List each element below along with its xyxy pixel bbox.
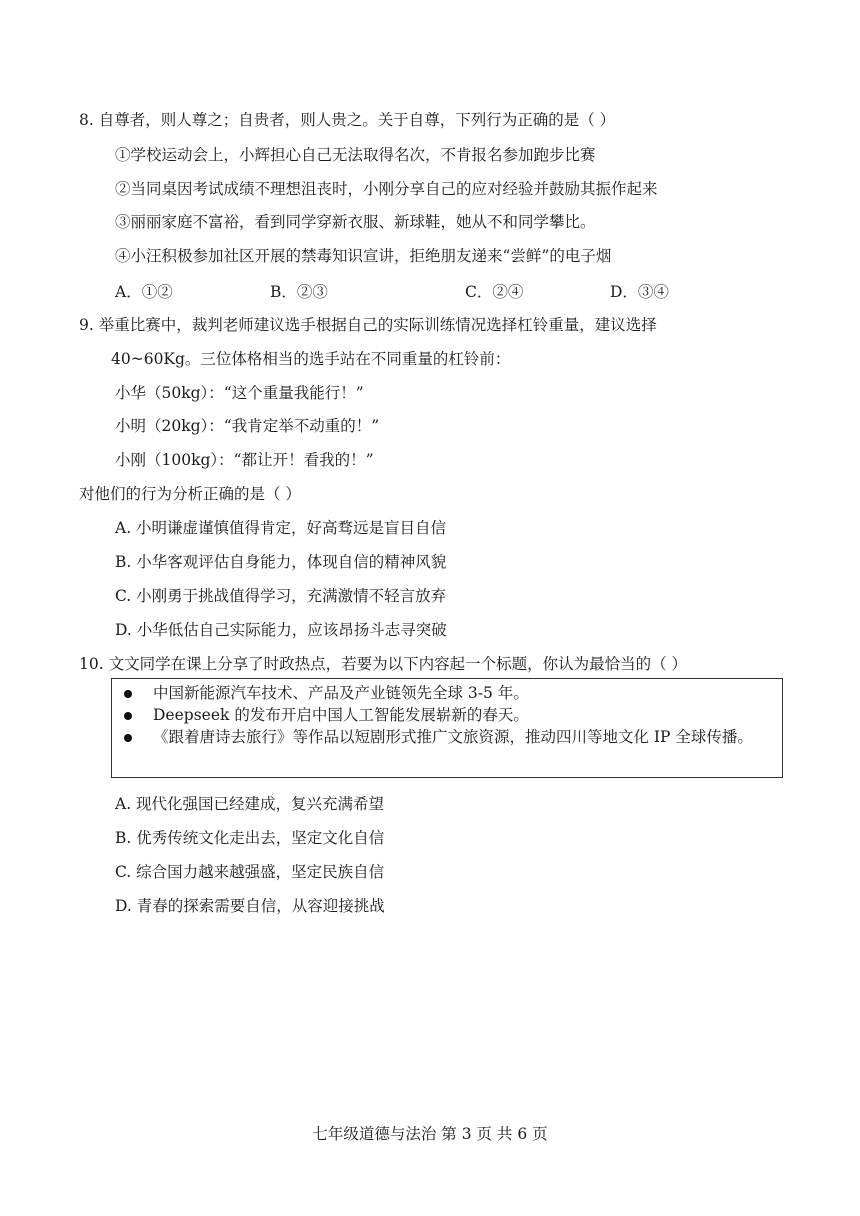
bullet-icon [124,690,132,698]
q9-quote-xiaohua: 小华（50kg）：“这个重量我能行！” [115,384,364,402]
bullet-icon [124,712,132,720]
q10-bullet-3: 《跟着唐诗去旅行》等作品以短剧形式推广文旅资源，推动四川等地文化 IP 全球传播。 [153,728,753,746]
q8-option-c: C．②④ [465,283,524,301]
q10-option-c: C. 综合国力越来越强盛，坚定民族自信 [115,863,385,881]
q9-prompt: 对他们的行为分析正确的是（ ） [79,485,301,503]
q10-news-box [111,678,783,778]
q9-option-d: D. 小华低估自己实际能力，应该昂扬斗志寻突破 [115,621,447,639]
q8-option-d: D．③④ [610,283,669,301]
q8-option-a: A．①② [115,283,173,301]
q10-bullet-1: 中国新能源汽车技术、产品及产业链领先全球 3-5 年。 [153,684,529,702]
q9-stem-line-2: 40~60Kg。三位体格相当的选手站在不同重量的杠铃前： [111,350,511,368]
q8-item-1: ①学校运动会上，小辉担心自己无法取得名次，不肯报名参加跑步比赛 [115,146,596,164]
q8-item-4: ④小汪积极参加社区开展的禁毒知识宣讲，拒绝朋友递来“尝鲜”的电子烟 [115,247,612,265]
q10-option-a: A. 现代化强国已经建成，复兴充满希望 [115,795,385,813]
q9-quote-xiaoming: 小明（20kg）：“我肯定举不动重的！” [115,417,380,435]
q10-stem: 10. 文文同学在课上分享了时政热点，若要为以下内容起一个标题，你认为最恰当的（ ） [79,655,688,673]
q8-stem: 8. 自尊者，则人尊之；自贵者，则人贵之。关于自尊，下列行为正确的是（ ） [79,111,616,129]
bullet-icon [124,734,132,742]
q10-option-b: B. 优秀传统文化走出去，坚定文化自信 [115,829,385,847]
q9-option-c: C. 小刚勇于挑战值得学习，充满激情不轻言放弃 [115,587,447,605]
q8-item-2: ②当同桌因考试成绩不理想沮丧时，小刚分享自己的应对经验并鼓励其振作起来 [115,180,658,198]
q9-option-a: A. 小明谦虚谨慎值得肯定，好高骛远是盲目自信 [115,519,447,537]
q10-bullet-2: Deepseek 的发布开启中国人工智能发展崭新的春天。 [153,706,529,724]
q9-quote-xiaogang: 小刚（100kg）：“都让开！看我的！” [115,451,374,469]
q8-option-b: B．②③ [270,283,328,301]
q8-item-3: ③丽丽家庭不富裕，看到同学穿新衣服、新球鞋，她从不和同学攀比。 [115,213,596,231]
q8-options [115,280,715,300]
q10-option-d: D. 青春的探索需要自信，从容迎接挑战 [115,897,385,915]
q9-stem-line-1: 9. 举重比赛中，裁判老师建议选手根据自己的实际训练情况选择杠铃重量，建议选择 [79,316,657,334]
page-footer: 七年级道德与法治 第 3 页 共 6 页 [312,1125,548,1143]
q9-option-b: B. 小华客观评估自身能力，体现自信的精神风貌 [115,553,447,571]
